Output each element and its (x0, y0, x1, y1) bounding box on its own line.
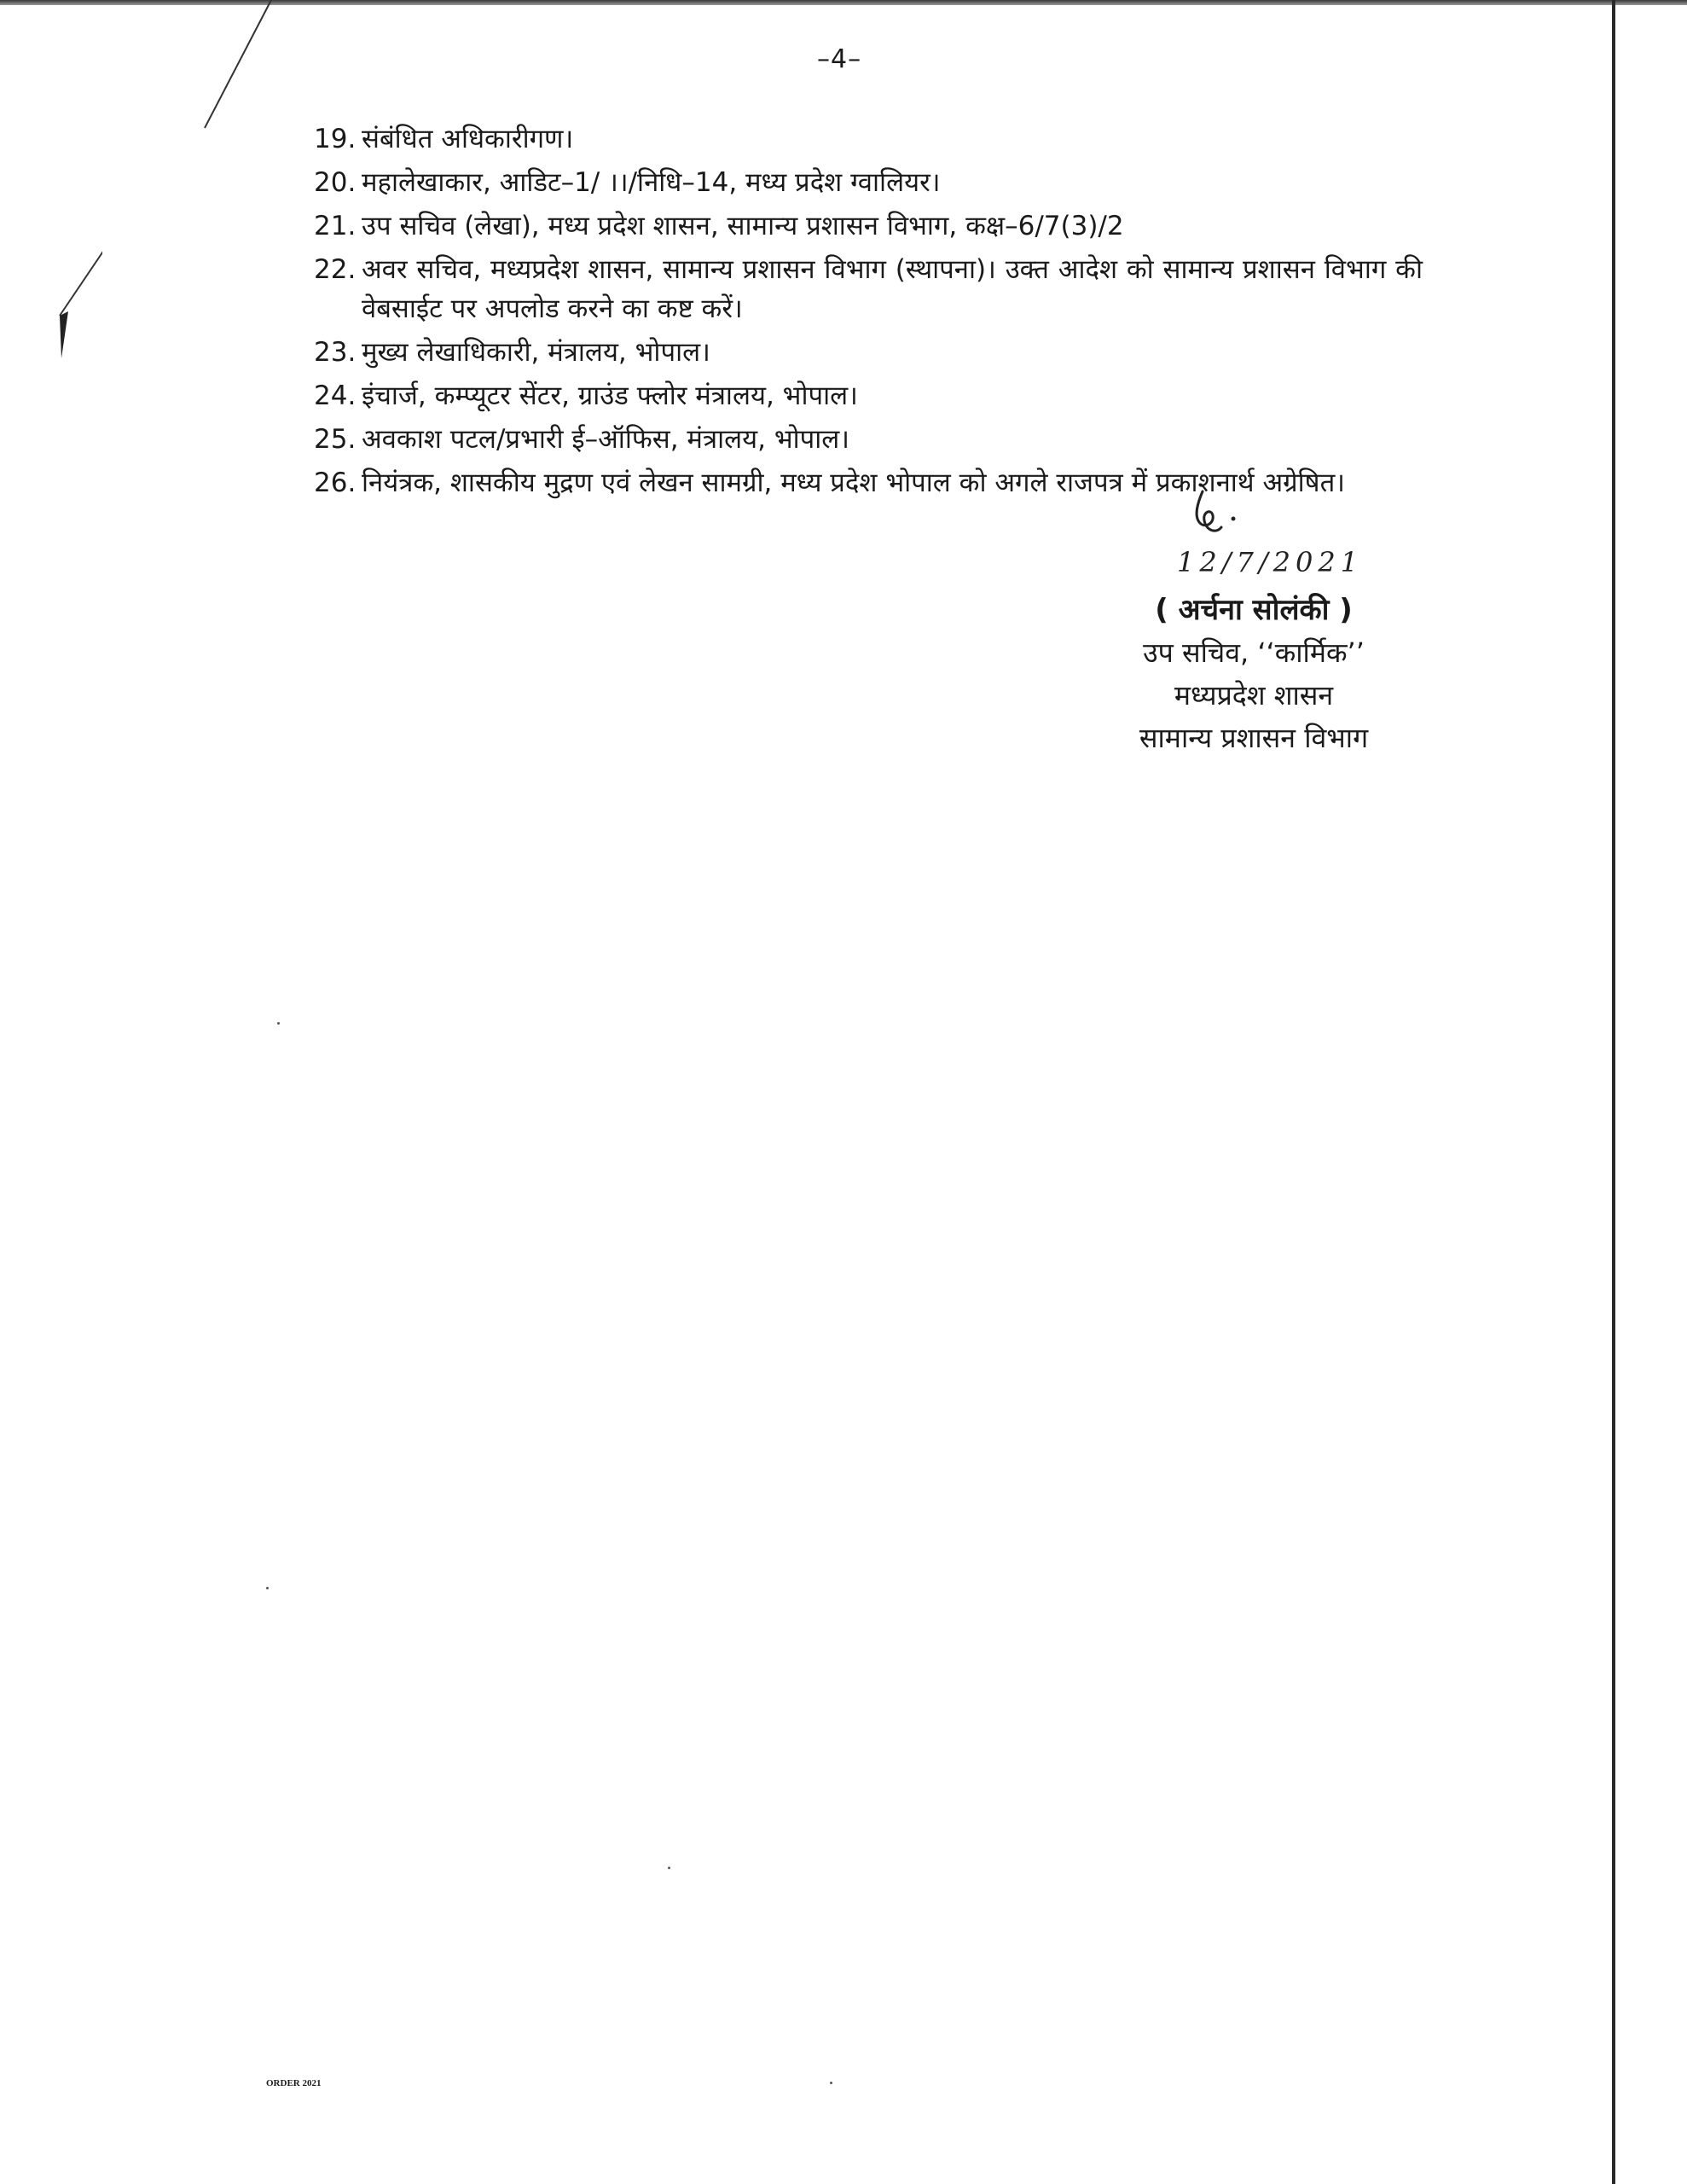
item-number: 23. (314, 337, 357, 368)
signatory-government: मध्यप्रदेश शासन (1174, 679, 1334, 712)
list-item (314, 206, 1423, 246)
item-text: नियंत्रक, शासकीय मुद्रण एवं लेखन सामग्री, मध्य प्रदेश भोपाल को अगले राजपत्र में प्रकाशनार्थ अग्रेषित। (362, 468, 1346, 498)
scan-speck (668, 1867, 670, 1869)
item-text: इंचार्ज, कम्प्यूटर सेंटर, ग्राउंड फ्लोर मंत्रालय, भोपाल। (362, 380, 858, 411)
item-number: 21. (314, 211, 357, 241)
signatory-department: सामान्य प्रशासन विभाग (1139, 722, 1369, 754)
item-text: महालेखाकार, आडिट–1/ ।।/निधि–14, मध्य प्रदेश ग्वालियर। (362, 167, 941, 198)
list-item (314, 463, 1423, 502)
footer-code: ORDER 2021 (266, 2078, 322, 2088)
scan-right-edge (1612, 0, 1615, 2184)
item-number: 20. (314, 167, 357, 198)
scan-speck (277, 1022, 280, 1025)
item-number: 25. (314, 424, 357, 455)
list-item (314, 333, 1423, 372)
list-item (314, 163, 1423, 202)
list-item (314, 119, 1423, 159)
list-item (314, 376, 1423, 415)
signatory-name: ( अर्चना सोलंकी ) (1155, 593, 1353, 627)
page-number: –4– (817, 44, 862, 74)
signatory-designation: उप सचिव, ‘‘कार्मिक’’ (1143, 636, 1365, 669)
list-item (314, 250, 1423, 328)
item-number: 24. (314, 380, 357, 411)
scan-speck (266, 1587, 269, 1589)
item-text: मुख्य लेखाधिकारी, मंत्रालय, भोपाल। (362, 337, 710, 368)
distribution-list (314, 119, 1423, 507)
item-number: 19. (314, 124, 357, 154)
item-text: संबंधित अधिकारीगण। (362, 124, 574, 154)
item-number: 26. (314, 468, 357, 498)
handwritten-signature (1186, 486, 1245, 546)
item-number: 22. (314, 254, 357, 285)
list-item (314, 420, 1423, 459)
signatory-block (1083, 589, 1424, 759)
handwritten-date: 12/7/2021 (1177, 546, 1364, 578)
scan-speck (830, 2082, 832, 2084)
item-text: अवर सचिव, मध्यप्रदेश शासन, सामान्य प्रशासन विभाग (स्थापना)। उक्त आदेश को सामान्य प्रशासन विभाग की वेबसाईट पर अपलोड करने का कष्ट करें। (362, 254, 1423, 324)
item-text: उप सचिव (लेखा), मध्य प्रदेश शासन, सामान्य प्रशासन विभाग, कक्ष–6/7(3)/2 (362, 211, 1124, 241)
item-text: अवकाश पटल/प्रभारी ई–ऑफिस, मंत्रालय, भोपाल। (362, 424, 850, 455)
scan-diagonal-line (0, 0, 281, 171)
